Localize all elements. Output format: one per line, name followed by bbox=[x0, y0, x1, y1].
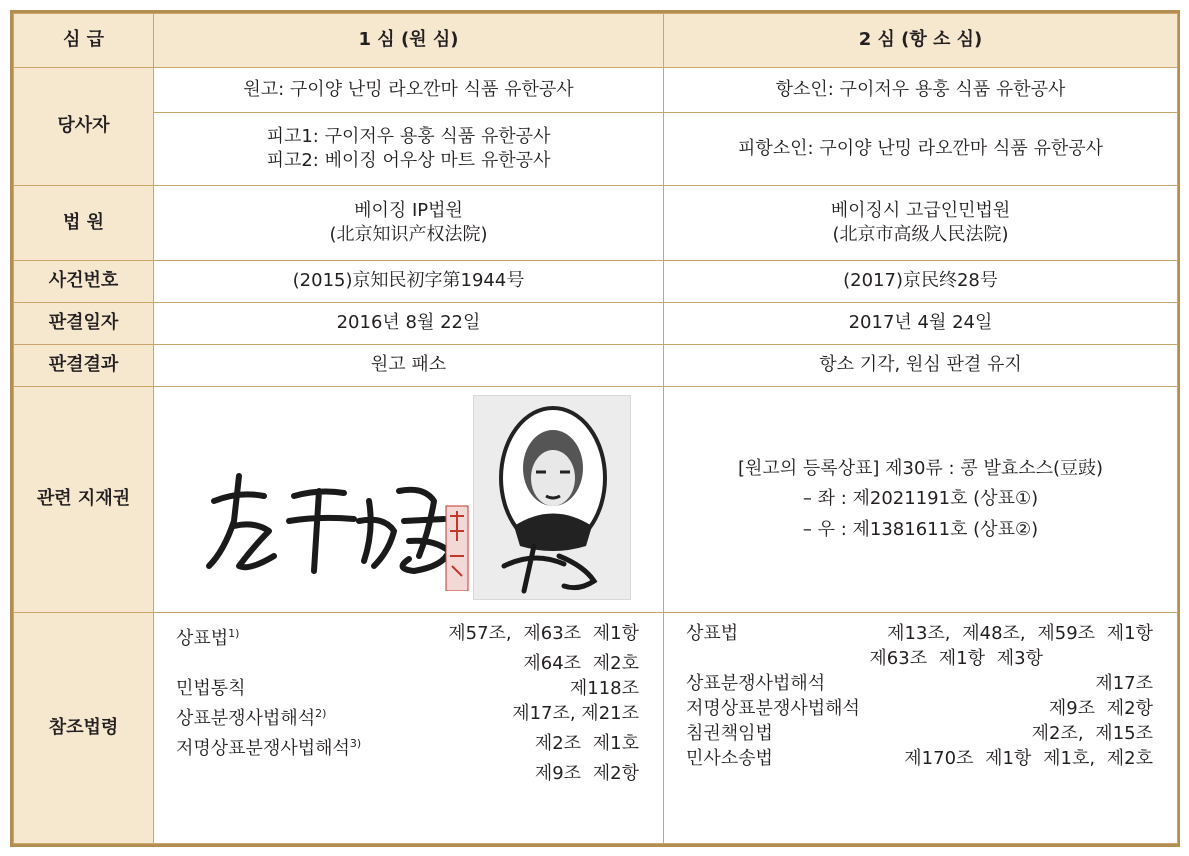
parties-label: 당사자 bbox=[14, 68, 154, 186]
law-articles: 제63조 제1항 제3항 bbox=[869, 648, 1043, 669]
stage-header: 심 급 bbox=[14, 14, 154, 68]
law-name: 상표분쟁사법해석 bbox=[686, 673, 826, 694]
law-articles: 제57조, 제63조 제1항 bbox=[448, 623, 639, 644]
defendant-2: 피고2: 베이징 어우상 마트 유한공사 bbox=[266, 150, 551, 171]
laws-label: 참조법령 bbox=[14, 613, 154, 844]
trademark-class-line: [원고의 등록상표] 제30류 : 콩 발효소스(豆豉) bbox=[737, 458, 1104, 480]
law-entry bbox=[176, 731, 639, 761]
case-comparison-table bbox=[13, 13, 1178, 844]
law-entry bbox=[176, 701, 639, 731]
ip-label: 관련 지재권 bbox=[14, 387, 154, 613]
laws-row bbox=[14, 613, 1178, 844]
court-row bbox=[14, 186, 1178, 261]
law-name: 민법통칙 bbox=[176, 678, 246, 699]
law-entry bbox=[686, 671, 1153, 696]
law-articles: 제2조, 제15조 bbox=[1031, 723, 1153, 744]
first-case-number: (2015)京知民初字第1944号 bbox=[154, 261, 664, 303]
ip-row bbox=[14, 387, 1178, 613]
defendant-1: 피고1: 구이저우 용훙 식품 유한공사 bbox=[266, 125, 551, 147]
second-instance-header: 2 심 (항 소 심) bbox=[664, 14, 1178, 68]
appellee-cell: 피항소인: 구이양 난밍 라오깐마 식품 유한공사 bbox=[664, 113, 1178, 186]
calligraphy-trademark-image bbox=[194, 461, 474, 591]
footnote-marker: 3) bbox=[349, 737, 362, 750]
second-judgment-date: 2017년 4월 24일 bbox=[664, 303, 1178, 345]
law-entry-continued bbox=[176, 761, 639, 786]
law-articles: 제17조 bbox=[1095, 673, 1153, 694]
law-entry-continued bbox=[686, 646, 1153, 671]
second-judgment-result: 항소 기각, 원심 판결 유지 bbox=[664, 345, 1178, 387]
plaintiff-cell: 원고: 구이양 난밍 라오깐마 식품 유한공사 bbox=[154, 68, 664, 113]
first-court-cell bbox=[154, 186, 664, 261]
court-label: 법 원 bbox=[14, 186, 154, 261]
law-name: 상표법 bbox=[686, 623, 739, 644]
law-articles: 제2조 제1호 bbox=[534, 733, 639, 754]
law-entry bbox=[686, 621, 1153, 646]
trademark-images-cell bbox=[154, 387, 664, 613]
header-row bbox=[14, 14, 1178, 68]
trademark-images bbox=[154, 387, 663, 612]
registered-trademark-info bbox=[664, 387, 1178, 613]
footnote-marker: 2) bbox=[315, 707, 327, 720]
case-number-row bbox=[14, 261, 1178, 303]
law-name: 민사소송법 bbox=[686, 748, 773, 769]
second-court-cell bbox=[664, 186, 1178, 261]
law-name: 상표분쟁사법해석$^{2)}$ bbox=[176, 707, 327, 729]
law-articles: 제170조 제1항 제1호, 제2호 bbox=[904, 748, 1153, 769]
law-entry bbox=[686, 721, 1153, 746]
law-entry-continued bbox=[176, 651, 639, 676]
parties-row-bottom bbox=[14, 113, 1178, 186]
judgment-date-label: 판결일자 bbox=[14, 303, 154, 345]
second-case-number: (2017)京民终28号 bbox=[664, 261, 1178, 303]
law-entry bbox=[176, 676, 639, 701]
footnote-marker: 1) bbox=[228, 627, 240, 640]
first-judgment-result: 원고 패소 bbox=[154, 345, 664, 387]
law-articles: 제9조 제2항 bbox=[534, 763, 639, 784]
law-name: 저명상표분쟁사법해석$^{3)}$ bbox=[176, 737, 362, 759]
case-number-label: 사건번호 bbox=[14, 261, 154, 303]
portrait-trademark-image bbox=[473, 395, 631, 600]
law-name: 상표법$^{1)}$ bbox=[176, 627, 240, 649]
parties-row-top bbox=[14, 68, 1178, 113]
portrait-trademark-drawing bbox=[474, 396, 630, 599]
law-name: 저명상표분쟁사법해석 bbox=[686, 698, 860, 719]
comparison-table-frame bbox=[10, 10, 1180, 847]
first-court-chinese: (北京知识产权法院) bbox=[329, 224, 488, 245]
judgment-date-row bbox=[14, 303, 1178, 345]
first-court-name: 베이징 IP법원 bbox=[354, 199, 463, 221]
trademark-left-line: – 좌 : 제2021191호 (상표①) bbox=[802, 488, 1039, 510]
law-articles: 제64조 제2호 bbox=[523, 653, 639, 674]
law-articles: 제13조, 제48조, 제59조 제1항 bbox=[887, 623, 1153, 644]
law-articles: 제118조 bbox=[569, 678, 639, 699]
judgment-result-label: 판결결과 bbox=[14, 345, 154, 387]
law-name: 침권책임법 bbox=[686, 723, 773, 744]
defendants-cell bbox=[154, 113, 664, 186]
law-articles: 제17조, 제21조 bbox=[512, 703, 639, 724]
first-laws-cell bbox=[154, 613, 664, 844]
trademark-right-line: – 우 : 제1381611호 (상표②) bbox=[802, 518, 1039, 540]
law-entry bbox=[686, 746, 1153, 771]
second-court-name: 베이징시 고급인민법원 bbox=[830, 199, 1011, 221]
second-laws-cell bbox=[664, 613, 1178, 844]
law-articles: 제9조 제2항 bbox=[1048, 698, 1153, 719]
judgment-result-row bbox=[14, 345, 1178, 387]
law-entry bbox=[176, 621, 639, 651]
first-instance-header: 1 심 (원 심) bbox=[154, 14, 664, 68]
second-court-chinese: (北京市高级人民法院) bbox=[832, 224, 1009, 245]
law-entry bbox=[686, 696, 1153, 721]
first-judgment-date: 2016년 8월 22일 bbox=[154, 303, 664, 345]
appellant-cell: 항소인: 구이저우 용훙 식품 유한공사 bbox=[664, 68, 1178, 113]
